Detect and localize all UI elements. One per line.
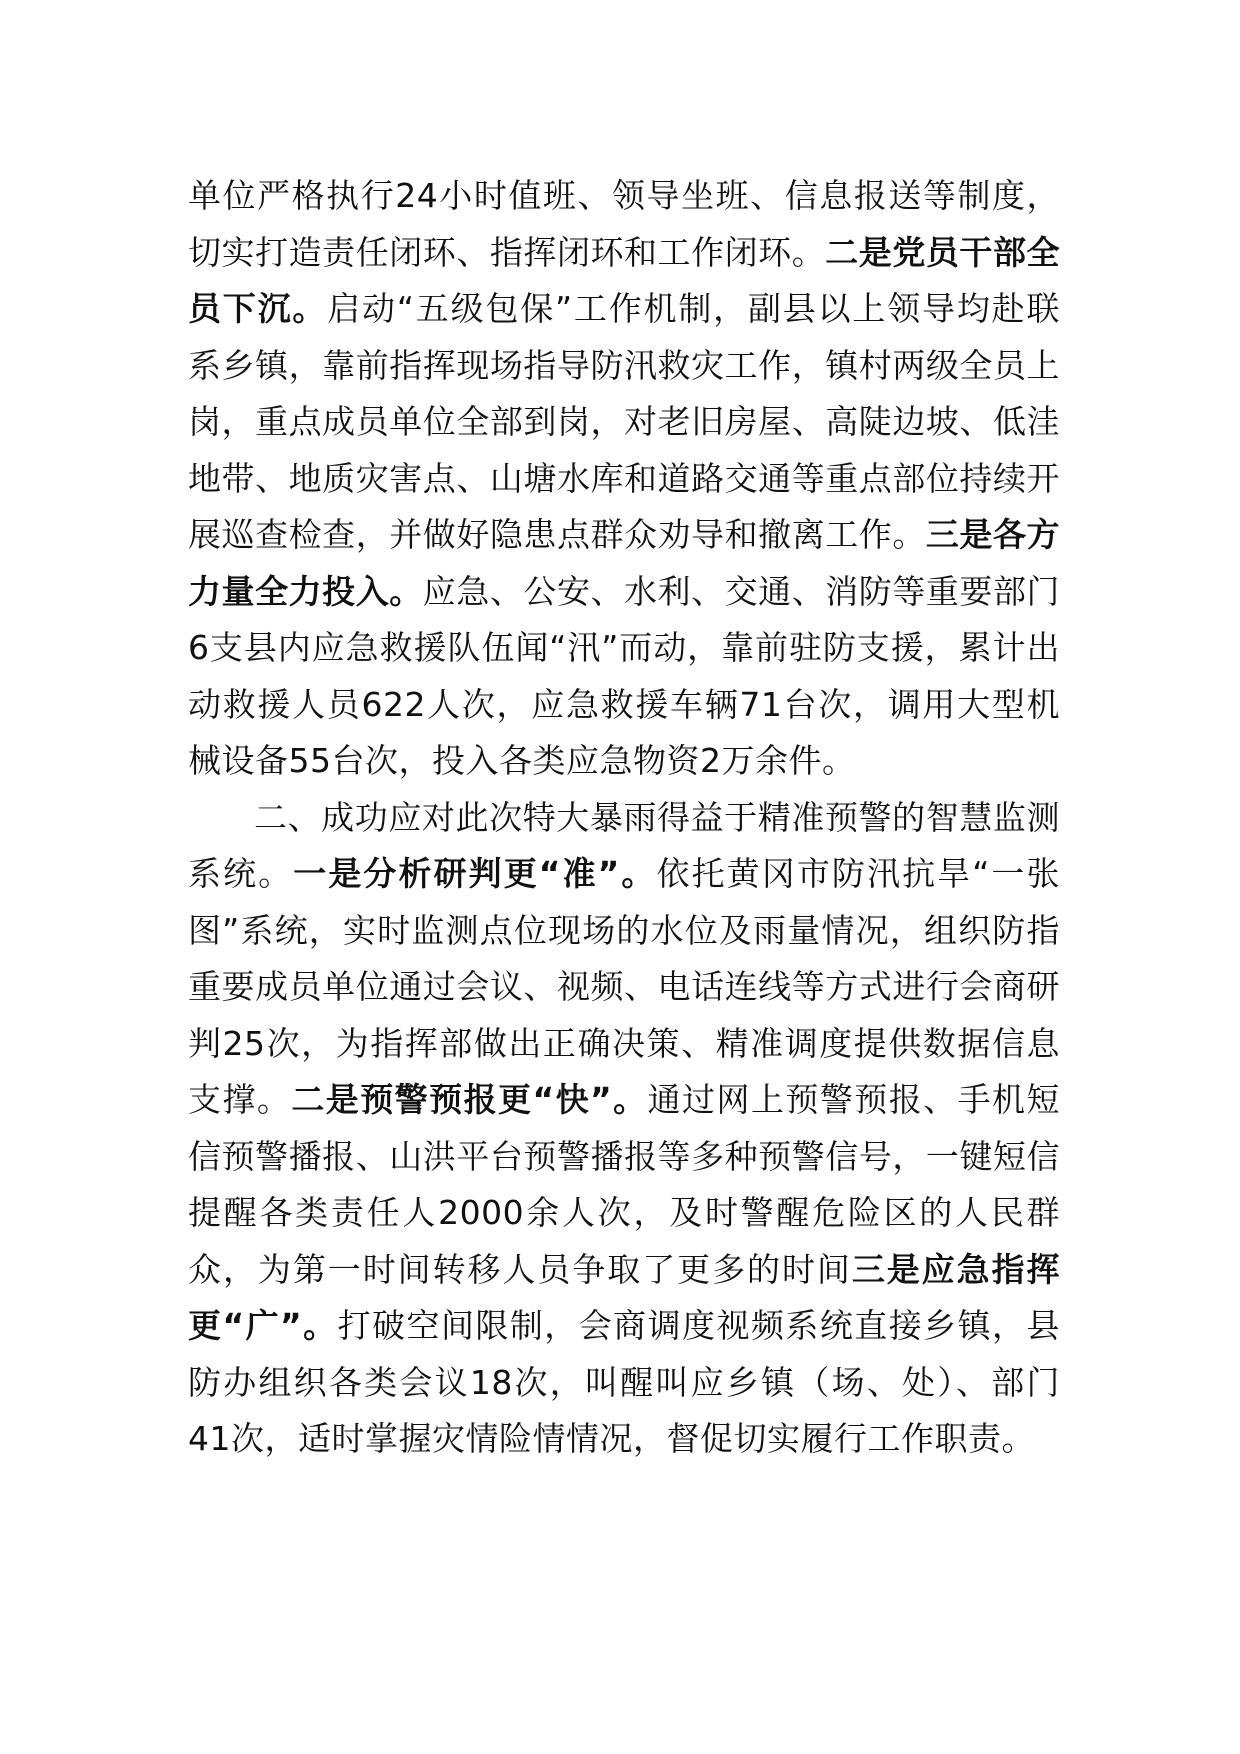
- subheading-party-cadres: 二是党员干部全员下沉。: [188, 232, 1061, 328]
- paragraph-text: 打破空间限制，会商调度视频系统直接乡镇，县防办组织各类会议18次，叫醒叫应乡镇（场、处）、部门41次，适时掌握灾情险情情况，督促切实履行工作职责。: [188, 1306, 1060, 1458]
- paragraph-text: 二、成功应对此次特大暴雨得益于精准预警的智慧监测系统。: [188, 797, 1060, 893]
- paragraph-2: [188, 790, 1060, 1468]
- paragraph-text: 应急、公安、水利、交通、消防等重要部门6支县内应急救援队伍闻“汛”而动，靠前驻防支援，累计出动救援人员622人次，应急救援车辆71台次，调用大型机械设备55台次，投入各类应急物资2万余件。: [188, 571, 1061, 780]
- document-body: [188, 168, 1060, 1468]
- paragraph-text: 依托黄冈市防汛抗旱“一张图”系统，实时监测点位现场的水位及雨量情况，组织防指重要成员单位通过会议、视频、电话连线等方式进行会商研判25次，为指挥部做出正确决策、精准调度提供数据信息支撑。: [188, 854, 1060, 1119]
- paragraph-text: 单位严格执行24小时值班、领导坐班、信息报送等制度，切实打造责任闭环、指挥闭环和工作闭环。: [188, 176, 1060, 272]
- subheading-all-forces: 三是各方力量全力投入。: [188, 515, 1061, 611]
- subheading-warning-fast: 二是预警预报更“快”。: [291, 1080, 648, 1119]
- subheading-analysis-accurate: 一是分析研判更“准”。: [293, 854, 657, 893]
- paragraph-1: [188, 168, 1060, 790]
- subheading-command-wide: 三是应急指挥更“广”。: [188, 1249, 1060, 1345]
- paragraph-text: 启动“五级包保”工作机制，副县以上领导均赴联系乡镇，靠前指挥现场指导防汛救灾工作，镇村两级全员上岗，重点成员单位全部到岗，对老旧房屋、高陡边坡、低洼地带、地质灾害点、山塘水库和道路交通等重点部位持续开展巡查检查，并做好隐患点群众劝导和撤离工作。: [188, 289, 1060, 554]
- paragraph-text: 通过网上预警预报、手机短信预警播报、山洪平台预警播报等多种预警信号，一键短信提醒各类责任人2000余人次，及时警醒危险区的人民群众，为第一时间转移人员争取了更多的时间: [188, 1080, 1060, 1289]
